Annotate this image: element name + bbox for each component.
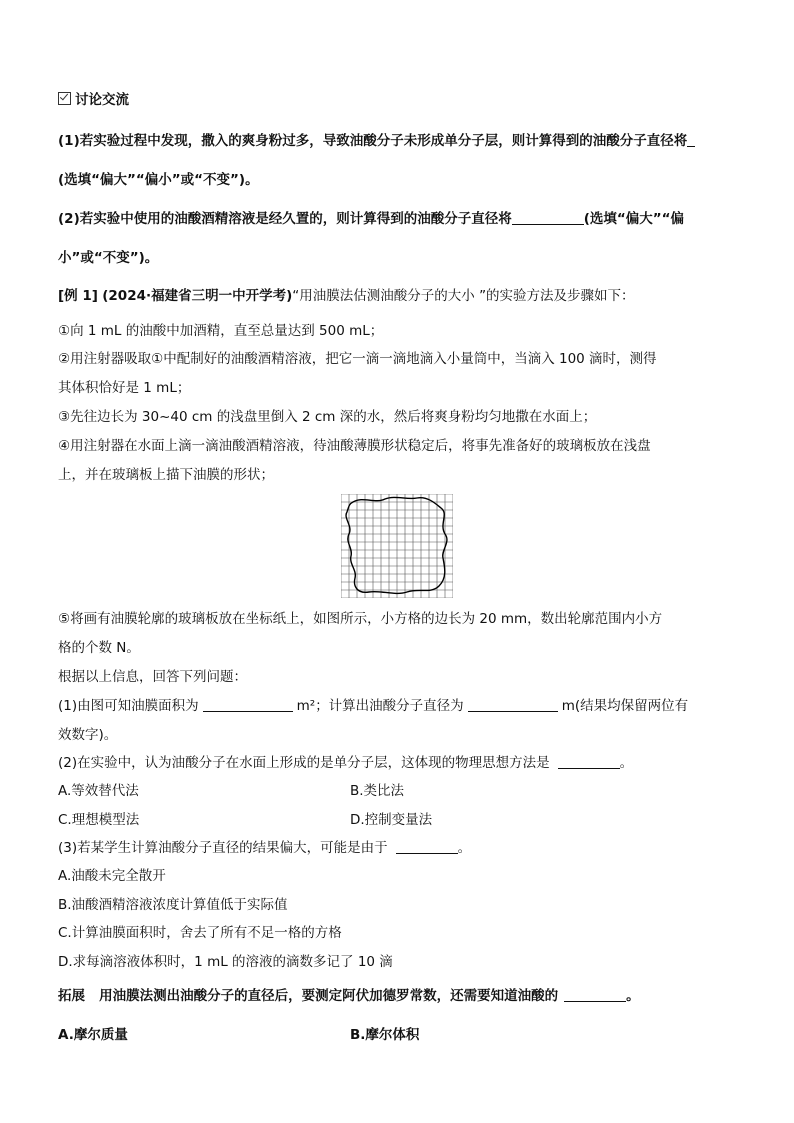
option-d[interactable]: D.控制变量法 [350,812,433,828]
example-intro: “用油膜法估测油酸分子的大小 ”的实验方法及步骤如下： [292,288,635,304]
q3-option-b[interactable]: B.油酸酒精溶液浓度计算值低于实际值 [58,897,288,913]
extension-question: 拓展 用油膜法测出油酸分子的直径后，要测定阿伏加德罗常数，还需要知道油酸的 。 [58,988,640,1004]
q3-option-d[interactable]: D.求每滴溶液体积时，1 mL 的溶液的滴数多记了 10 滴 [58,954,393,970]
extension-label: 拓展 [58,988,85,1004]
question-prompt: 根据以上信息，回答下列问题： [58,669,247,685]
extension-options [58,1025,754,1045]
discussion-q1: (1)若实验过程中发现，撒入的爽身粉过多，导致油酸分子未形成单分子层，则计算得到的油酸分子直径将 [58,131,754,151]
answer-blank[interactable] [558,754,620,769]
example-header [58,286,754,306]
discussion-q2: (2)若实验中使用的油酸酒精溶液是经久置的，则计算得到的油酸分子直径将 (选填“偏大”“偏 [58,211,685,227]
step-2: ②用注射器吸取①中配制好的油酸酒精溶液，把它一滴一滴地滴入小量筒中，当滴入 100 滴时，测得 [58,351,657,367]
answer-blank[interactable] [687,132,695,147]
oil-film-outline [346,497,447,593]
extension-option-a[interactable]: A.摩尔质量 [58,1027,128,1043]
option-a[interactable]: A.等效替代法 [58,783,139,799]
option-c[interactable]: C.理想模型法 [58,812,140,828]
step-5: ⑤将画有油膜轮廓的玻璃板放在坐标纸上，如图所示，小方格的边长为 20 mm，数出轮廓范围内小方 [58,611,663,627]
extension-option-b[interactable]: B.摩尔体积 [350,1027,420,1043]
step-4: ④用注射器在水面上滴一滴油酸酒精溶液，待油酸薄膜形状稳定后，将事先准备好的玻璃板放在浅盘 [58,438,651,454]
question-1-cont: 效数字)。 [58,727,118,743]
section-label: 讨论交流 [75,92,129,108]
step-2-cont: 其体积恰好是 1 mL； [58,380,191,396]
section-header [58,90,754,110]
oil-film-grid-figure [341,494,453,598]
example-source: (2024·福建省三明一中开学考) [102,288,293,304]
question-3: (3)若某学生计算油酸分子直径的结果偏大，可能是由于 。 [58,840,472,856]
question-2: (2)在实验中，认为油酸分子在水面上形成的是单分子层，这体现的物理思想方法是 。 [58,755,634,771]
step-3: ③先往边长为 30~40 cm 的浅盘里倒入 2 cm 深的水，然后将爽身粉均匀地撒在水面上； [58,409,597,425]
step-1: ①向 1 mL 的油酸中加酒精，直至总量达到 500 mL； [58,323,384,339]
diameter-answer-blank[interactable] [468,697,558,712]
checkbox-edit-icon [58,92,71,105]
step-4-cont: 上，并在玻璃板上描下油膜的形状； [58,467,274,483]
discussion-q2-tail: 小”或“不变”)。 [58,250,159,266]
grid-lines [341,494,453,598]
step-5-cont: 格的个数 N。 [58,640,140,656]
answer-blank[interactable] [564,987,626,1002]
area-answer-blank[interactable] [203,697,293,712]
q2-options-row-2 [58,810,754,830]
example-label: [例 1] [58,288,98,304]
question-1: (1)由图可知油膜面积为 m²；计算出油酸分子直径为 m(结果均保留两位有 [58,698,689,714]
q3-option-a[interactable]: A.油酸未完全散开 [58,868,166,884]
q3-option-c[interactable]: C.计算油膜面积时，舍去了所有不足一格的方格 [58,925,342,941]
option-b[interactable]: B.类比法 [350,783,405,799]
answer-blank[interactable] [512,210,584,225]
q2-options-row-1 [58,781,754,801]
answer-blank[interactable] [396,839,458,854]
discussion-q1-tail: (选填“偏大”“偏小”或“不变”)。 [58,172,259,188]
